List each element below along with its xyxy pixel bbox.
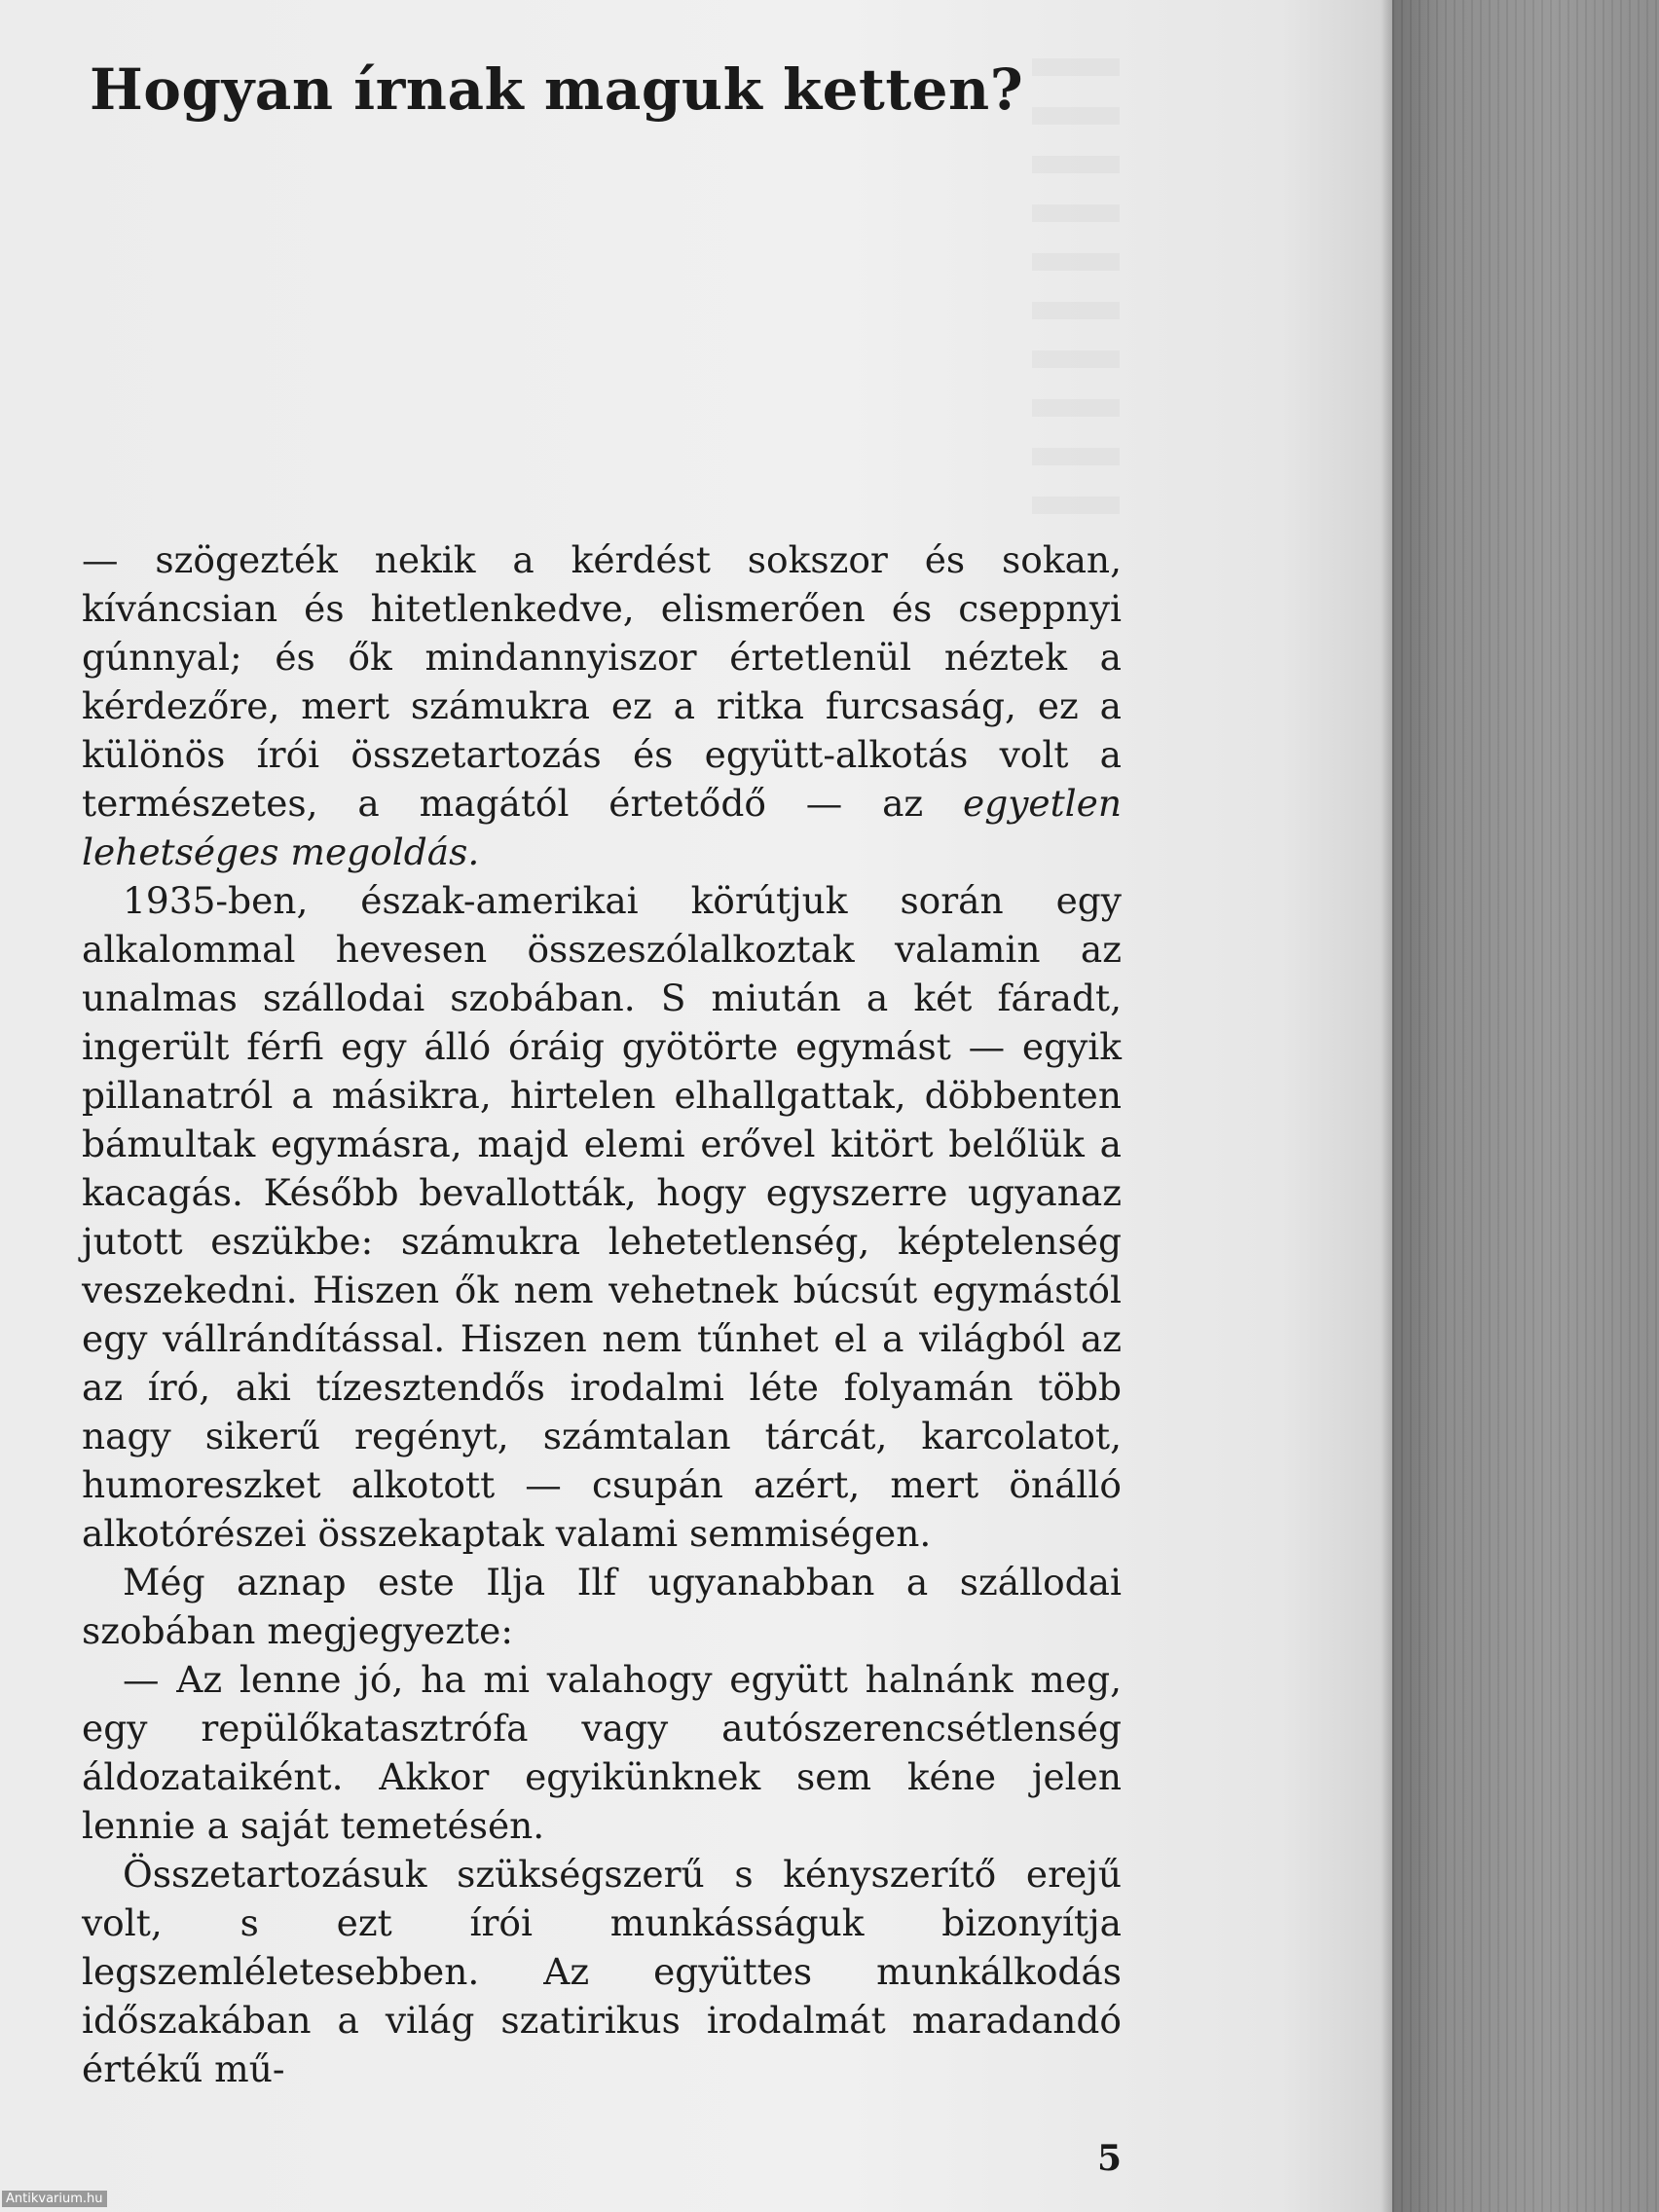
paragraph-5: Összetartozásuk szükségszerű s kényszerítő erejű volt, s ezt írói munkásságuk bizonyítja legszemléletesebben. Az együttes munkálkodás időszakában a világ szatirikus irodalmát maradandó értékű mű-	[82, 1853, 1122, 2090]
paragraph-1	[82, 535, 1122, 876]
paragraph-2: 1935-ben, észak-amerikai körútjuk során egy alkalommal hevesen összeszólalkoztak valamin az unalmas szállodai szobában. S miután a két fáradt, ingerült férfi egy álló óráig gyötörte egymást — egyik pillanatról a másikra, hirtelen elhallgattak, döbbenten bámultak egymásra, majd elemi erővel kitört belőlük a kacagás. Később bevallották, hogy egyszerre ugyanaz jutott eszükbe: számukra lehetetlenség, képtelenség veszekedni. Hiszen ők nem vehetnek búcsút egymástól egy vállrándítással. Hiszen nem tűnhet el a világból az az író, aki tízesztendős irodalmi léte folyamán több nagy sikerű regényt, számtalan tárcát, karcolatot, humoreszket alkotott — csupán azért, mert önálló alkotórészei összekaptak valami semmiségen.	[82, 879, 1122, 1555]
show-through-text	[1032, 58, 1120, 516]
watermark: Antikvarium.hu	[2, 2191, 107, 2207]
book-spine-background	[1392, 0, 1659, 2212]
chapter-title: Hogyan írnak maguk ketten?	[90, 56, 1024, 123]
paragraph-1-text: — szögezték nekik a kérdést sokszor és sokan, kíváncsian és hitetlenkedve, elismerően és cseppnyi gúnnyal; és ők mindannyiszor értetlenül néztek a kérdezőre, mert számukra ez a ritka furcsaság, ez a különös írói összetartozás és együtt-alkotás volt a természetes, a magától értetődő — az	[82, 538, 1122, 825]
paragraph-3: Még aznap este Ilja Ilf ugyanabban a szállodai szobában megjegyezte:	[82, 1561, 1122, 1652]
paragraph-1-emphasis: egyetlen lehetséges megoldás.	[82, 782, 1122, 873]
page-number: 5	[1096, 2138, 1122, 2179]
body-text	[82, 535, 1122, 2093]
paragraph-4: — Az lenne jó, ha mi valahogy együtt halnánk meg, egy repülőkatasztrófa vagy autószerencsétlenség áldozataiként. Akkor egyikünknek sem kéne jelen lennie a saját temetésén.	[82, 1658, 1122, 1847]
